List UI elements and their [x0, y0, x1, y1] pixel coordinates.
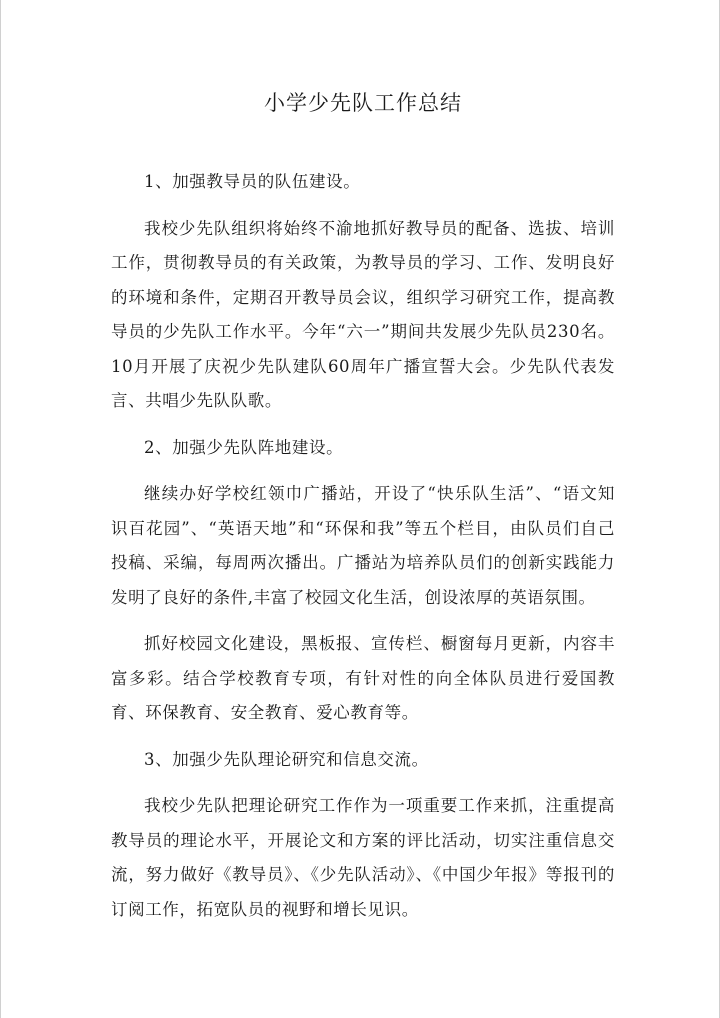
section-heading-3: 3、加强少先队理论研究和信息交流。: [144, 749, 429, 769]
page-title: 小学少先队工作总结: [264, 91, 462, 115]
paragraph-1: 我校少先队组织将始终不渝地抓好教导员的配备、选拔、培训工作，贯彻教导员的有关政策，为教导员的学习、工作、发明良好的环境和条件，定期召开教导员会议，组织学习研究工作，提高教导员的少先队工作水平。今年“六一”期间共发展少先队员230名。10月开展了庆祝少先队建队60周年广播宣誓大会。少先队代表发言、共唱少先队队歌。: [111, 218, 615, 410]
section-heading-1: 1、加强教导员的队伍建设。: [144, 172, 361, 191]
paragraph-4: 我校少先队把理论研究工作作为一项重要工作来抓，注重提高教导员的理论水平，开展论文和方案的评比活动，切实注重信息交流，努力做好《教导员》、《少先队活动》、《中国少年报》等报刊的订阅工作，拓宽队员的视野和增长见识。: [111, 796, 615, 919]
paragraph-2: 继续办好学校红领巾广播站，开设了“快乐队生活”、“语文知识百花园”、“英语天地”和“环保和我”等五个栏目，由队员们自己投稿、采编，每周两次播出。广播站为培养队员们的创新实践能力发明了良好的条件,丰富了校园文化生活，创设浓厚的英语氛围。: [111, 484, 615, 607]
section-heading-2: 2、加强少先队阵地建设。: [144, 437, 344, 457]
document-body: [111, 88, 615, 939]
paragraph-3: 抓好校园文化建设，黑板报、宣传栏、橱窗每月更新，内容丰富多彩。结合学校教育专项，有针对性的向全体队员进行爱国教育、环保教育、安全教育、爱心教育等。: [111, 634, 615, 722]
